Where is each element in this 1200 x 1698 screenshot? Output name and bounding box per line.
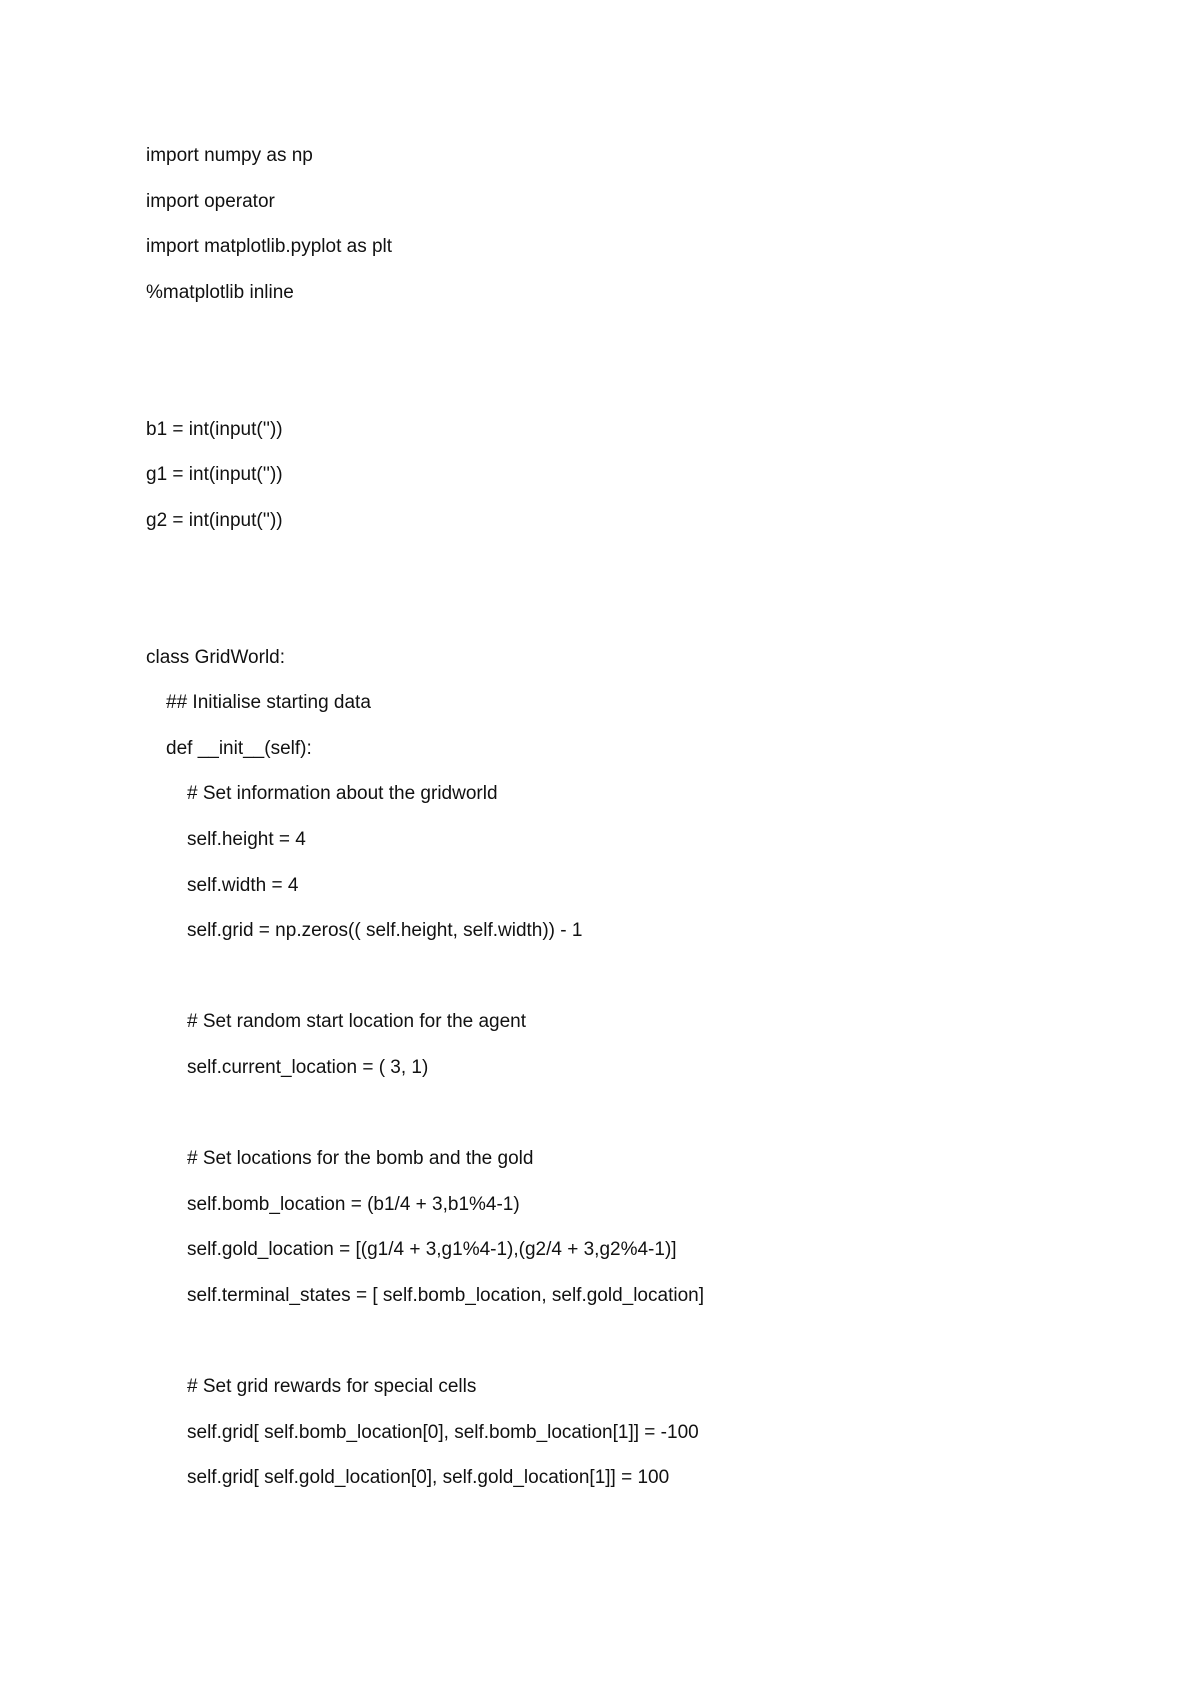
code-line: import numpy as np [146, 145, 313, 166]
code-line: # Set locations for the bomb and the gold [187, 1148, 534, 1170]
code-line: self.current_location = ( 3, 1) [187, 1056, 429, 1078]
code-line: %matplotlib inline [146, 281, 294, 303]
code-line: self.terminal_states = [ self.bomb_location, self.gold_location] [187, 1284, 704, 1306]
blank-line [146, 602, 704, 648]
code-line: self.grid = np.zeros(( self.height, self.width)) - 1 [187, 920, 583, 942]
blank-line [146, 374, 704, 420]
code-line: b1 = int(input('')) [146, 418, 283, 440]
blank-line [146, 967, 704, 1013]
code-line: self.height = 4 [187, 828, 306, 850]
code-line: self.gold_location = [(g1/4 + 3,g1%4-1),(g2/4 + 3,g2%4-1)] [187, 1239, 677, 1261]
code-line: class GridWorld: [146, 646, 286, 668]
code-line: self.bomb_location = (b1/4 + 3,b1%4-1) [187, 1193, 520, 1215]
code-line: # Set grid rewards for special cells [187, 1376, 477, 1398]
code-line: self.width = 4 [187, 874, 299, 896]
blank-line [146, 328, 704, 374]
code-line: # Set random start location for the agent [187, 1011, 527, 1033]
blank-line [146, 1331, 704, 1377]
code-line: def __init__(self): [166, 737, 312, 759]
code-listing [146, 146, 704, 1514]
code-line: ## Initialise starting data [166, 692, 371, 714]
code-line: # Set information about the gridworld [187, 783, 498, 805]
blank-line [146, 1103, 704, 1149]
code-line: self.grid[ self.gold_location[0], self.gold_location[1]] = 100 [187, 1467, 670, 1489]
code-line: g2 = int(input('')) [146, 509, 283, 531]
code-line: import operator [146, 190, 275, 212]
code-line: g1 = int(input('')) [146, 464, 283, 486]
code-line: self.grid[ self.bomb_location[0], self.bomb_location[1]] = -100 [187, 1421, 699, 1443]
code-line: import matplotlib.pyplot as plt [146, 236, 393, 258]
blank-line [146, 556, 704, 602]
